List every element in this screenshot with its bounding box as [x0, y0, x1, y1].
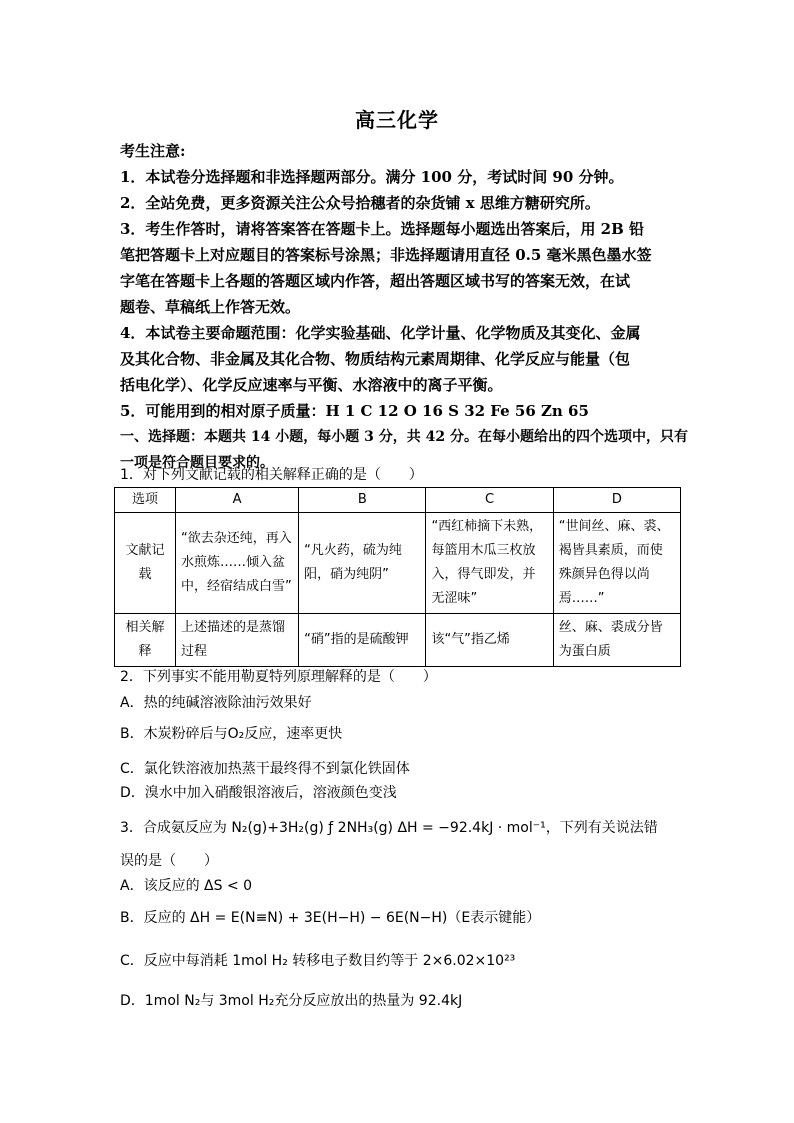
notice-line: 5．可能用到的相对原子质量：H 1 C 12 O 16 S 32 Fe 56 Zn 65	[120, 402, 589, 420]
section-heading: 一、选择题：本题共 14 小题，每小题 3 分，共 42 分。在每小题给出的四个选项中，只有	[120, 429, 688, 445]
table-header-row	[115, 488, 681, 513]
table-cell: “凡火药，硫为纯阳，硝为纯阴”	[299, 513, 426, 614]
option-b: B．木炭粉碎后与O₂反应，速率更快	[120, 726, 343, 742]
notice-line: 字笔在答题卡上各题的答题区域内作答，超出答题区域书写的答案无效，在试	[120, 272, 631, 290]
notice-section	[120, 138, 688, 476]
option-a: A．该反应的 ΔS < 0	[120, 878, 253, 894]
table-cell: 丝、麻、裘成分皆为蛋白质	[553, 614, 680, 667]
table-row	[115, 614, 681, 667]
notice-line: 括电化学）、化学反应速率与平衡、水溶液中的离子平衡。	[120, 376, 503, 394]
table-row	[115, 513, 681, 614]
notice-line: 题卷、草稿纸上作答无效。	[120, 298, 301, 316]
table-header-cell: A	[176, 488, 299, 513]
notice-line: 2．全站免费，更多资源关注公众号拾穗者的杂货铺 x 思维方糖研究所。	[120, 194, 600, 212]
table-header-cell: B	[299, 488, 426, 513]
notice-line: 及其化合物、非金属及其化合物、物质结构元素周期律、化学反应与能量（包	[120, 350, 631, 368]
notice-heading: 考生注意:	[120, 142, 186, 160]
table-cell: “硝”指的是硫酸钾	[299, 614, 426, 667]
option-a: A．热的纯碱溶液除油污效果好	[120, 695, 312, 711]
row-label: 相关解释	[115, 614, 176, 667]
option-c: C．反应中每消耗 1mol H₂ 转移电子数目约等于 2×6.02×10²³	[120, 953, 516, 969]
table-cell: “世间丝、麻、裘、褐皆具素质，而使殊颜异色得以尚焉……”	[553, 513, 680, 614]
option-c: C．氯化铁溶液加热蒸干最终得不到氯化铁固体	[120, 761, 410, 777]
table-cell: “西红柿摘下未熟，每篮用木瓜三枚放入，得气即发，并无涩味”	[426, 513, 553, 614]
notice-line: 4．本试卷主要命题范围：化学实验基础、化学计量、化学物质及其变化、金属	[120, 324, 641, 342]
notice-line: 1．本试卷分选择题和非选择题两部分。满分 100 分，考试时间 90 分钟。	[120, 168, 624, 186]
option-d: D．1mol N₂与 3mol H₂充分反应放出的热量为 92.4kJ	[120, 993, 463, 1009]
section-heading: 一项是符合题目要求的。	[120, 455, 274, 471]
question-1-stem: 1．对下列文献记载的相关解释正确的是（ ）	[120, 467, 423, 483]
option-d: D．溴水中加入硝酸银溶液后，溶液颜色变浅	[120, 785, 397, 801]
table-header-cell: C	[426, 488, 553, 513]
table-header-cell: 选项	[115, 488, 176, 513]
notice-line: 笔把答题卡上对应题目的答案标号涂黑；非选择题请用直径 0.5 毫米黑色墨水签	[120, 246, 652, 264]
question-3-stem: 3．合成氨反应为 N₂(g)+3H₂(g) ƒ 2NH₃(g) ΔH = −92.4kJ · mol⁻¹，下列有关说法错	[120, 820, 658, 836]
question-2-stem: 2．下列事实不能用勒夏特列原理解释的是（ ）	[120, 669, 437, 685]
table-cell: 上述描述的是蒸馏过程	[176, 614, 299, 667]
table-header-cell: D	[553, 488, 680, 513]
table-cell: 该“气”指乙烯	[426, 614, 553, 667]
row-label: 文献记载	[115, 513, 176, 614]
notice-line: 3．考生作答时，请将答案答在答题卡上。选择题每小题选出答案后，用 2B 铅	[120, 220, 644, 238]
table-cell: “欲去杂还纯，再入水煎炼……倾入盆中，经宿结成白雪”	[176, 513, 299, 614]
question-1-table	[114, 487, 681, 667]
option-b: B．反应的 ΔH = E(N≡N) + 3E(H−H) − 6E(N−H)（E表示键能）	[120, 910, 541, 926]
page-title: 高三化学	[355, 108, 439, 132]
question-3-stem-cont: 误的是（ ）	[120, 853, 218, 869]
